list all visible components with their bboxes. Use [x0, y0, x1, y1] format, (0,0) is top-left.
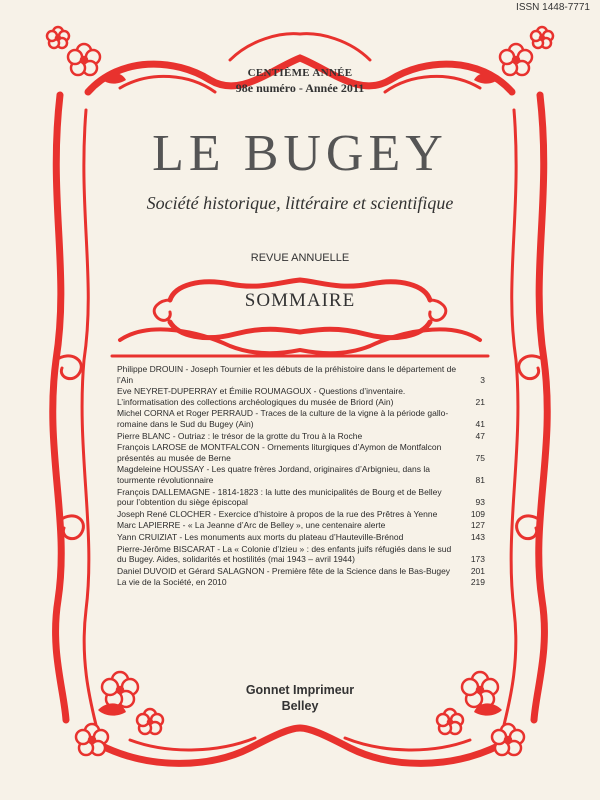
toc-entry-text: Eve NEYRET-DUPERRAY et Émilie ROUMAGOUX - Questions d’inventaire. L’informatisation des collections archéologiques du musée de Briord (Ain) [117, 386, 406, 407]
toc-entry-text: Daniel DUVOID et Gérard SALAGNON - Première fête de la Science dans le Bas-Bugey [117, 565, 451, 576]
toc-entry-text: Pierre-Jérôme BISCARAT - La « Colonie d’Izieu » : des enfants juifs réfugiés dans le sud du Bugey. Aides, solidarités et hostilités (mai 1943 – avril 1944) [117, 543, 452, 565]
journal-title: LE BUGEY [152, 125, 448, 182]
toc-entry [117, 520, 485, 531]
toc-entry-page: 21 [475, 396, 485, 407]
printer-name: Gonnet Imprimeur [245, 683, 355, 697]
toc-entry [117, 566, 485, 577]
toc-entry-text: Pierre BLANC - Outriaz : le trésor de la grotte du Trou à la Roche [117, 430, 363, 441]
toc-entry [117, 577, 485, 588]
toc-entry [117, 364, 485, 385]
toc-entry-text: François DALLEMAGNE - 1814-1823 : la lutte des municipalités de Bourg et de Belley pour l’obtention du siège épiscopal [117, 486, 442, 508]
issn-number: ISSN 1448-7771 [516, 2, 590, 13]
printer-city: Belley [281, 699, 319, 713]
toc-entry [117, 509, 485, 520]
toc-entry-text: Magdeleine HOUSSAY - Les quatre frères Jordand, originaires d’Arbignieu, dans la tourmente révolutionnaire [117, 464, 430, 485]
toc-entry [117, 442, 485, 463]
toc-entry [117, 532, 485, 543]
toc-entry-page: 109 [470, 508, 485, 519]
toc-entry-text: François LAROSE de MONTFALCON - Ornements liturgiques d’Aymon de Montfalcon présentés au musée de Berne [117, 442, 442, 463]
revue-annuelle: REVUE ANNUELLE [250, 252, 350, 264]
toc-entry-page: 47 [475, 430, 485, 441]
toc-entry-page: 3 [480, 374, 485, 385]
sommaire-heading: SOMMAIRE [244, 290, 356, 311]
toc-entry-text: Marc LAPIERRE - « La Jeanne d’Arc de Belley », une centenaire alerte [117, 520, 386, 531]
toc-entry-text: Yann CRUIZIAT - Les monuments aux morts du plateau d’Hauteville-Brénod [117, 531, 404, 542]
table-of-contents [117, 364, 485, 589]
toc-entry-page: 127 [470, 520, 485, 531]
toc-entry [117, 386, 485, 407]
toc-entry [117, 487, 485, 508]
printer-block [0, 682, 600, 714]
toc-entry-text: Philippe DROUIN - Joseph Tournier et les débuts de la préhistoire dans le département de l’Ain [117, 364, 457, 385]
toc-entry-page: 201 [470, 565, 485, 576]
toc-entry-page: 93 [475, 497, 485, 508]
centieme-annee: CENTIÈME ANNÉE [247, 67, 353, 79]
issue-number: 98e numéro - Année 2011 [235, 81, 365, 95]
journal-subtitle: Société historique, littéraire et scientifique [146, 193, 454, 213]
toc-entry [117, 544, 485, 565]
toc-entry-page: 173 [470, 554, 485, 565]
toc-entry [117, 464, 485, 485]
toc-entry [117, 431, 485, 442]
toc-entry-text: Michel CORNA et Roger PERRAUD - Traces de la culture de la vigne à la période gallo-romaine dans le Sud du Bugey (Ain) [117, 408, 449, 429]
toc-entry-text: La vie de la Société, en 2010 [117, 577, 227, 588]
toc-entry-page: 41 [475, 418, 485, 429]
toc-entry [117, 408, 485, 429]
toc-entry-page: 219 [470, 577, 485, 588]
toc-entry-page: 81 [475, 474, 485, 485]
toc-entry-page: 75 [475, 452, 485, 463]
toc-entry-text: Joseph René CLOCHER - Exercice d’histoire à propos de la rue des Prêtres à Yenne [117, 508, 438, 519]
toc-entry-page: 143 [470, 531, 485, 542]
